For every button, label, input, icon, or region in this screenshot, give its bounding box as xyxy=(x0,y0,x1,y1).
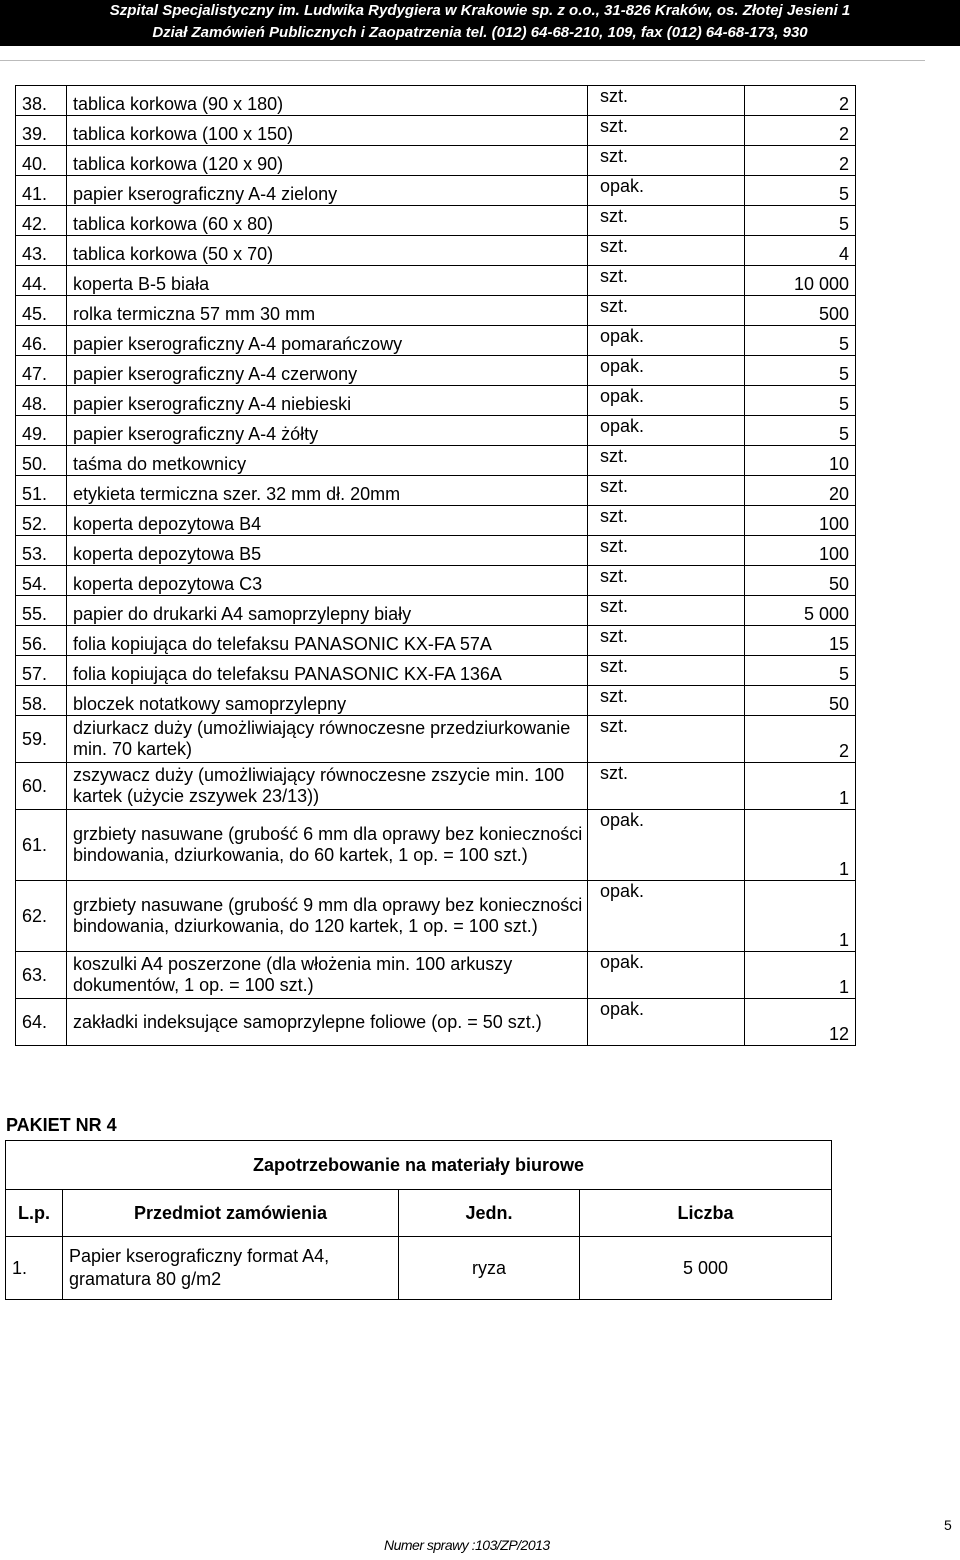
item-number: 58. xyxy=(16,686,67,716)
item-unit: szt. xyxy=(588,86,745,116)
item-quantity: 5 xyxy=(745,326,856,356)
item-number: 50. xyxy=(16,446,67,476)
pakiet-table xyxy=(5,1140,832,1300)
column-header-przedmiot: Przedmiot zamówienia xyxy=(63,1190,399,1237)
table-row xyxy=(16,476,856,506)
item-quantity: 1 xyxy=(745,952,856,999)
item-number: 57. xyxy=(16,656,67,686)
item-name: bloczek notatkowy samoprzylepny xyxy=(67,686,588,716)
item-name: tablica korkowa (90 x 180) xyxy=(67,86,588,116)
item-quantity: 1 xyxy=(745,763,856,810)
table-row xyxy=(16,116,856,146)
item-unit: opak. xyxy=(588,416,745,446)
item-number: 38. xyxy=(16,86,67,116)
item-number: 64. xyxy=(16,999,67,1046)
item-number: 56. xyxy=(16,626,67,656)
item-name: papier kserograficzny A-4 czerwony xyxy=(67,356,588,386)
item-number: 46. xyxy=(16,326,67,356)
item-name: dziurkacz duży (umożliwiający równoczesne przedziurkowanie min. 70 kartek) xyxy=(67,716,588,763)
table-row xyxy=(16,446,856,476)
table-row xyxy=(16,296,856,326)
item-number: 41. xyxy=(16,176,67,206)
table-row xyxy=(6,1237,832,1300)
item-number: 51. xyxy=(16,476,67,506)
item-name: grzbiety nasuwane (grubość 6 mm dla oprawy bez konieczności bindowania, dziurkowania, do 60 kartek, 1 op. = 100 szt.) xyxy=(67,810,588,881)
item-name: rolka termiczna 57 mm 30 mm xyxy=(67,296,588,326)
table-row xyxy=(16,999,856,1046)
item-name: papier kserograficzny A-4 zielony xyxy=(67,176,588,206)
table-row xyxy=(16,596,856,626)
pakiet-table-title: Zapotrzebowanie na materiały biurowe xyxy=(6,1141,832,1190)
table-row xyxy=(16,326,856,356)
table-row xyxy=(16,626,856,656)
table-row xyxy=(16,952,856,999)
item-number: 49. xyxy=(16,416,67,446)
item-quantity: 15 xyxy=(745,626,856,656)
item-name: zszywacz duży (umożliwiający równoczesne zszycie min. 100 kartek (użycie zszywek 23/13)) xyxy=(67,763,588,810)
item-unit: opak. xyxy=(588,810,745,881)
item-unit: opak. xyxy=(588,356,745,386)
item-unit: szt. xyxy=(588,716,745,763)
item-unit: opak. xyxy=(588,176,745,206)
item-quantity: 500 xyxy=(745,296,856,326)
item-unit: opak. xyxy=(588,881,745,952)
item-number: 62. xyxy=(16,881,67,952)
item-unit: szt. xyxy=(588,656,745,686)
item-quantity: 5 xyxy=(745,386,856,416)
item-quantity: 1 xyxy=(745,810,856,881)
item-unit: szt. xyxy=(588,146,745,176)
item-quantity: 5 xyxy=(745,356,856,386)
item-name: koperta depozytowa B5 xyxy=(67,536,588,566)
item-quantity: 12 xyxy=(745,999,856,1046)
item-unit: szt. xyxy=(588,266,745,296)
item-name: koperta depozytowa C3 xyxy=(67,566,588,596)
column-header-jedn: Jedn. xyxy=(399,1190,580,1237)
table-row xyxy=(16,763,856,810)
item-quantity: 50 xyxy=(745,566,856,596)
item-number: 52. xyxy=(16,506,67,536)
item-quantity: 5 xyxy=(745,656,856,686)
item-unit: szt. xyxy=(588,476,745,506)
row-unit: ryza xyxy=(399,1237,580,1300)
table-row xyxy=(16,536,856,566)
item-unit: szt. xyxy=(588,763,745,810)
item-name: grzbiety nasuwane (grubość 9 mm dla oprawy bez konieczności bindowania, dziurkowania, do 120 kartek, 1 op. = 100 szt.) xyxy=(67,881,588,952)
item-quantity: 10 000 xyxy=(745,266,856,296)
item-unit: szt. xyxy=(588,506,745,536)
case-number: Numer sprawy :103/ZP/2013 xyxy=(384,1537,550,1553)
item-number: 43. xyxy=(16,236,67,266)
item-quantity: 2 xyxy=(745,116,856,146)
header-line-2: Dział Zamówień Publicznych i Zaopatrzenia tel. (012) 64-68-210, 109, fax (012) 64-68-173, 930 xyxy=(152,24,808,41)
table-row xyxy=(16,506,856,536)
item-quantity: 5 xyxy=(745,176,856,206)
item-name: taśma do metkownicy xyxy=(67,446,588,476)
item-quantity: 100 xyxy=(745,506,856,536)
item-quantity: 2 xyxy=(745,146,856,176)
item-quantity: 5 xyxy=(745,416,856,446)
item-quantity: 50 xyxy=(745,686,856,716)
item-quantity: 5 000 xyxy=(745,596,856,626)
item-unit: opak. xyxy=(588,326,745,356)
item-unit: szt. xyxy=(588,626,745,656)
item-number: 53. xyxy=(16,536,67,566)
item-unit: szt. xyxy=(588,536,745,566)
item-name: koperta depozytowa B4 xyxy=(67,506,588,536)
item-name: koszulki A4 poszerzone (dla włożenia min. 100 arkuszy dokumentów, 1 op. = 100 szt.) xyxy=(67,952,588,999)
item-number: 54. xyxy=(16,566,67,596)
column-header-liczba: Liczba xyxy=(580,1190,832,1237)
items-table xyxy=(15,85,856,1046)
header-line-1: Szpital Specjalistyczny im. Ludwika Rydygiera w Krakowie sp. z o.o., 31-826 Kraków, os. Złotej Jesieni 1 xyxy=(109,2,851,19)
item-name: papier kserograficzny A-4 żółty xyxy=(67,416,588,446)
item-unit: szt. xyxy=(588,566,745,596)
item-unit: szt. xyxy=(588,236,745,266)
item-name: zakładki indeksujące samoprzylepne foliowe (op. = 50 szt.) xyxy=(67,999,588,1046)
item-number: 59. xyxy=(16,716,67,763)
item-name: tablica korkowa (50 x 70) xyxy=(67,236,588,266)
item-unit: opak. xyxy=(588,999,745,1046)
item-name: papier do drukarki A4 samoprzylepny biały xyxy=(67,596,588,626)
table-row xyxy=(16,810,856,881)
item-unit: opak. xyxy=(588,952,745,999)
item-unit: szt. xyxy=(588,596,745,626)
item-name: tablica korkowa (120 x 90) xyxy=(67,146,588,176)
table-row xyxy=(16,176,856,206)
item-quantity: 4 xyxy=(745,236,856,266)
item-number: 63. xyxy=(16,952,67,999)
table-row xyxy=(16,86,856,116)
table-row xyxy=(16,881,856,952)
table-row xyxy=(16,416,856,446)
item-unit: opak. xyxy=(588,386,745,416)
table-row xyxy=(16,716,856,763)
table-row xyxy=(16,566,856,596)
row-number: 1. xyxy=(6,1237,63,1300)
row-name: Papier kserograficzny format A4, gramatura 80 g/m2 xyxy=(63,1237,399,1300)
item-number: 44. xyxy=(16,266,67,296)
item-number: 60. xyxy=(16,763,67,810)
item-name: papier kserograficzny A-4 pomarańczowy xyxy=(67,326,588,356)
row-qty: 5 000 xyxy=(580,1237,832,1300)
item-name: koperta B-5 biała xyxy=(67,266,588,296)
item-unit: szt. xyxy=(588,296,745,326)
item-quantity: 2 xyxy=(745,716,856,763)
item-name: tablica korkowa (60 x 80) xyxy=(67,206,588,236)
document-header xyxy=(0,0,960,46)
item-unit: szt. xyxy=(588,686,745,716)
item-quantity: 1 xyxy=(745,881,856,952)
item-quantity: 100 xyxy=(745,536,856,566)
item-quantity: 2 xyxy=(745,86,856,116)
table-row xyxy=(16,386,856,416)
item-number: 45. xyxy=(16,296,67,326)
item-number: 48. xyxy=(16,386,67,416)
item-quantity: 20 xyxy=(745,476,856,506)
item-name: papier kserograficzny A-4 niebieski xyxy=(67,386,588,416)
table-row xyxy=(16,266,856,296)
header-divider xyxy=(0,60,925,61)
table-row xyxy=(16,686,856,716)
table-row xyxy=(16,206,856,236)
item-name: etykieta termiczna szer. 32 mm dł. 20mm xyxy=(67,476,588,506)
item-name: folia kopiująca do telefaksu PANASONIC KX-FA 57A xyxy=(67,626,588,656)
item-number: 42. xyxy=(16,206,67,236)
table-row xyxy=(16,236,856,266)
table-row xyxy=(16,356,856,386)
item-unit: szt. xyxy=(588,446,745,476)
item-name: folia kopiująca do telefaksu PANASONIC KX-FA 136A xyxy=(67,656,588,686)
table-row xyxy=(16,656,856,686)
item-number: 55. xyxy=(16,596,67,626)
item-number: 47. xyxy=(16,356,67,386)
table-row xyxy=(16,146,856,176)
item-quantity: 5 xyxy=(745,206,856,236)
page-number: 5 xyxy=(944,1517,952,1533)
item-number: 39. xyxy=(16,116,67,146)
item-name: tablica korkowa (100 x 150) xyxy=(67,116,588,146)
item-quantity: 10 xyxy=(745,446,856,476)
column-header-lp: L.p. xyxy=(6,1190,63,1237)
item-number: 61. xyxy=(16,810,67,881)
item-unit: szt. xyxy=(588,206,745,236)
item-number: 40. xyxy=(16,146,67,176)
item-unit: szt. xyxy=(588,116,745,146)
pakiet-heading: PAKIET NR 4 xyxy=(6,1115,117,1135)
